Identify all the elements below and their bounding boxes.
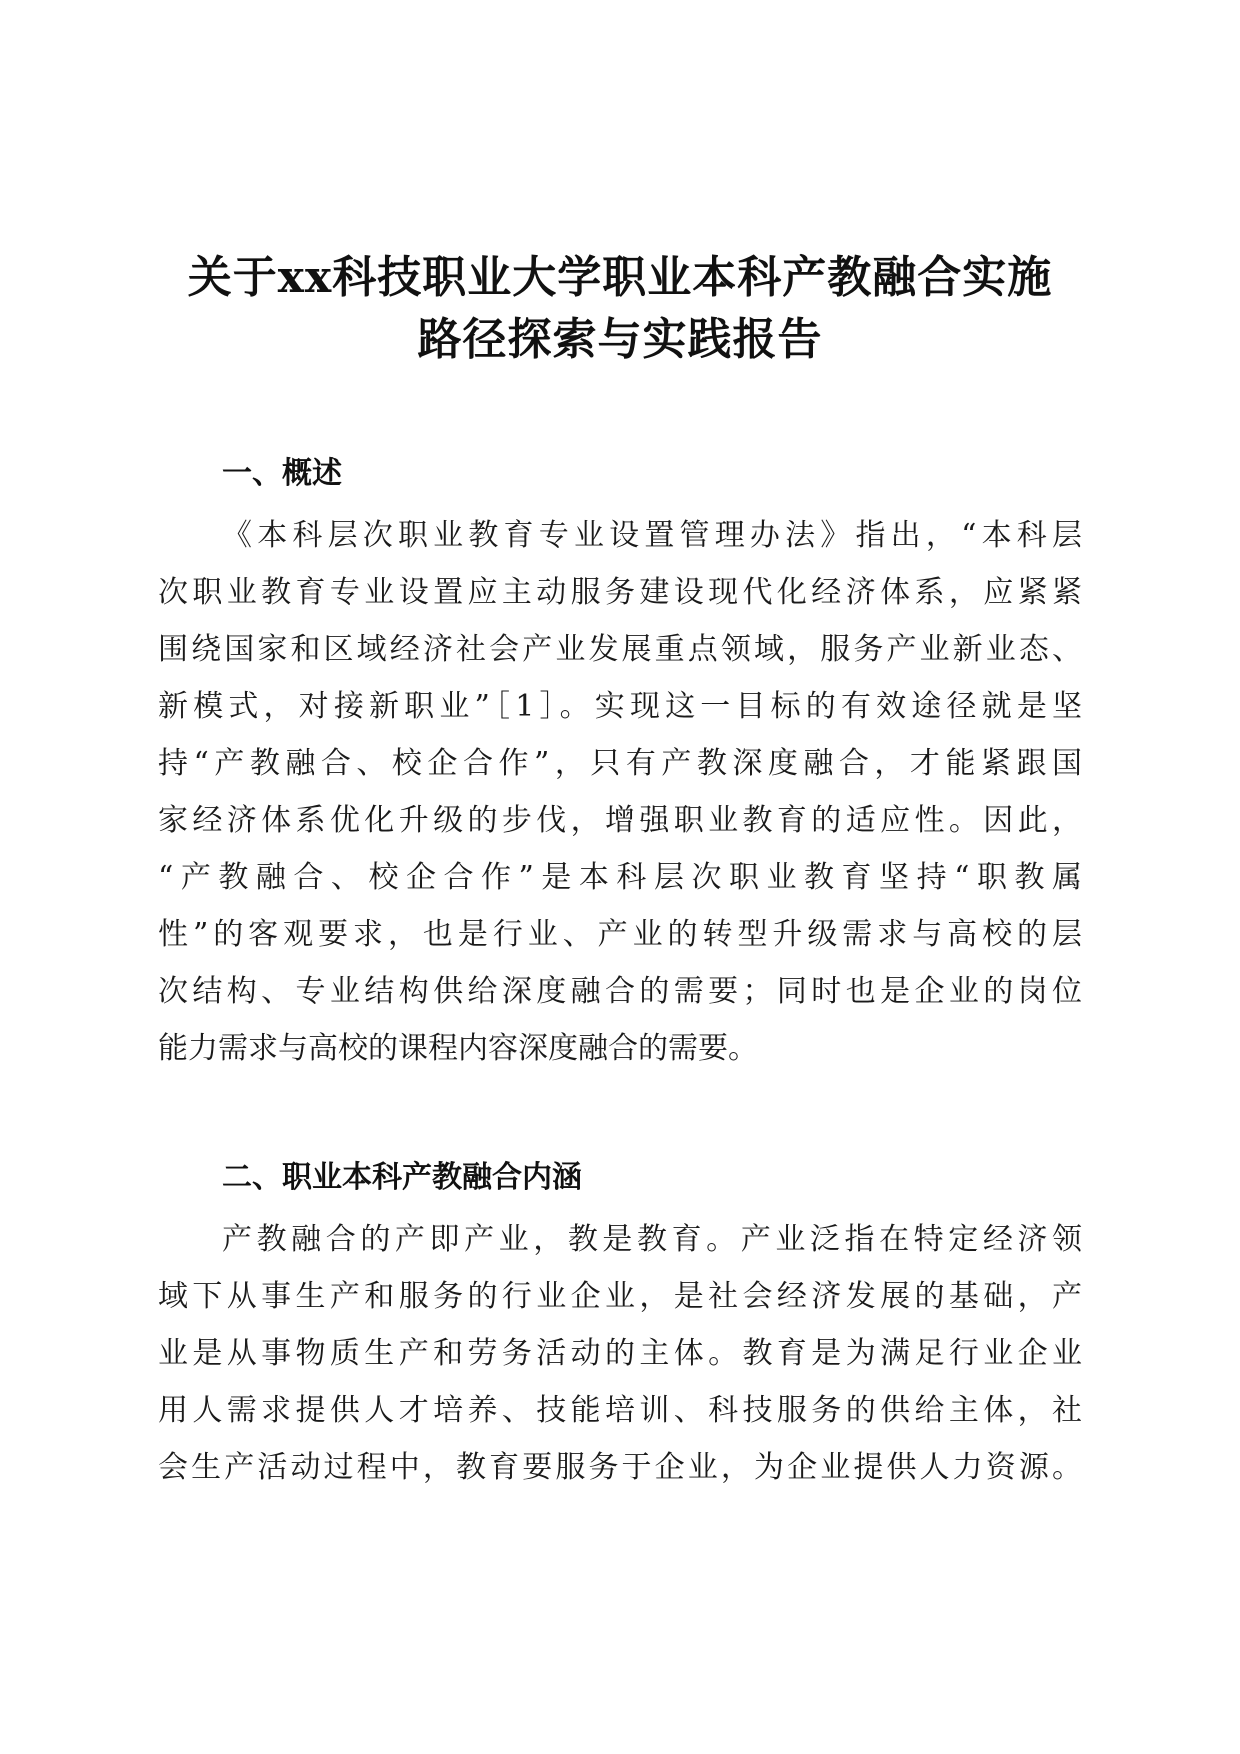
- paragraph-line: 会生产活动过程中，教育要服务于企业，为企业提供人力资源。: [158, 1450, 1082, 1485]
- paragraph-line: 新模式，对接新职业”［1］。实现这一目标的有效途径就是坚: [158, 689, 1082, 724]
- paragraph-line: 次结构、专业结构供给深度融合的需要；同时也是企业的岗位: [158, 974, 1082, 1009]
- paragraph-line: 性”的客观要求，也是行业、产业的转型升级需求与高校的层: [158, 917, 1082, 952]
- section-1-heading: 一、概述: [222, 456, 342, 491]
- paragraph-line: 域下从事生产和服务的行业企业，是社会经济发展的基础，产: [158, 1279, 1082, 1314]
- paragraph-line: 持“产教融合、校企合作”，只有产教深度融合，才能紧跟国: [158, 746, 1082, 781]
- section-2-heading: 二、职业本科产教融合内涵: [222, 1160, 582, 1195]
- paragraph-line: 《本科层次职业教育专业设置管理办法》指出，“本科层: [222, 518, 1082, 553]
- paragraph-line: 围绕国家和区域经济社会产业发展重点领域，服务产业新业态、: [158, 632, 1082, 667]
- paragraph-line: 产教融合的产即产业，教是教育。产业泛指在特定经济领: [222, 1222, 1082, 1257]
- paragraph-line: “产教融合、校企合作”是本科层次职业教育坚持“职教属: [158, 860, 1082, 895]
- paragraph-line: 能力需求与高校的课程内容深度融合的需要。: [158, 1031, 758, 1066]
- paragraph-line: 次职业教育专业设置应主动服务建设现代化经济体系，应紧紧: [158, 575, 1082, 610]
- paragraph-line: 家经济体系优化升级的步伐，增强职业教育的适应性。因此，: [158, 803, 1082, 838]
- paragraph-line: 用人需求提供人才培养、技能培训、科技服务的供给主体，社: [158, 1393, 1082, 1428]
- document-title-line-2: 路径探索与实践报告: [417, 314, 823, 365]
- document-title-line-1: 关于xx科技职业大学职业本科产教融合实施: [187, 252, 1053, 303]
- paragraph-line: 业是从事物质生产和劳务活动的主体。教育是为满足行业企业: [158, 1336, 1082, 1371]
